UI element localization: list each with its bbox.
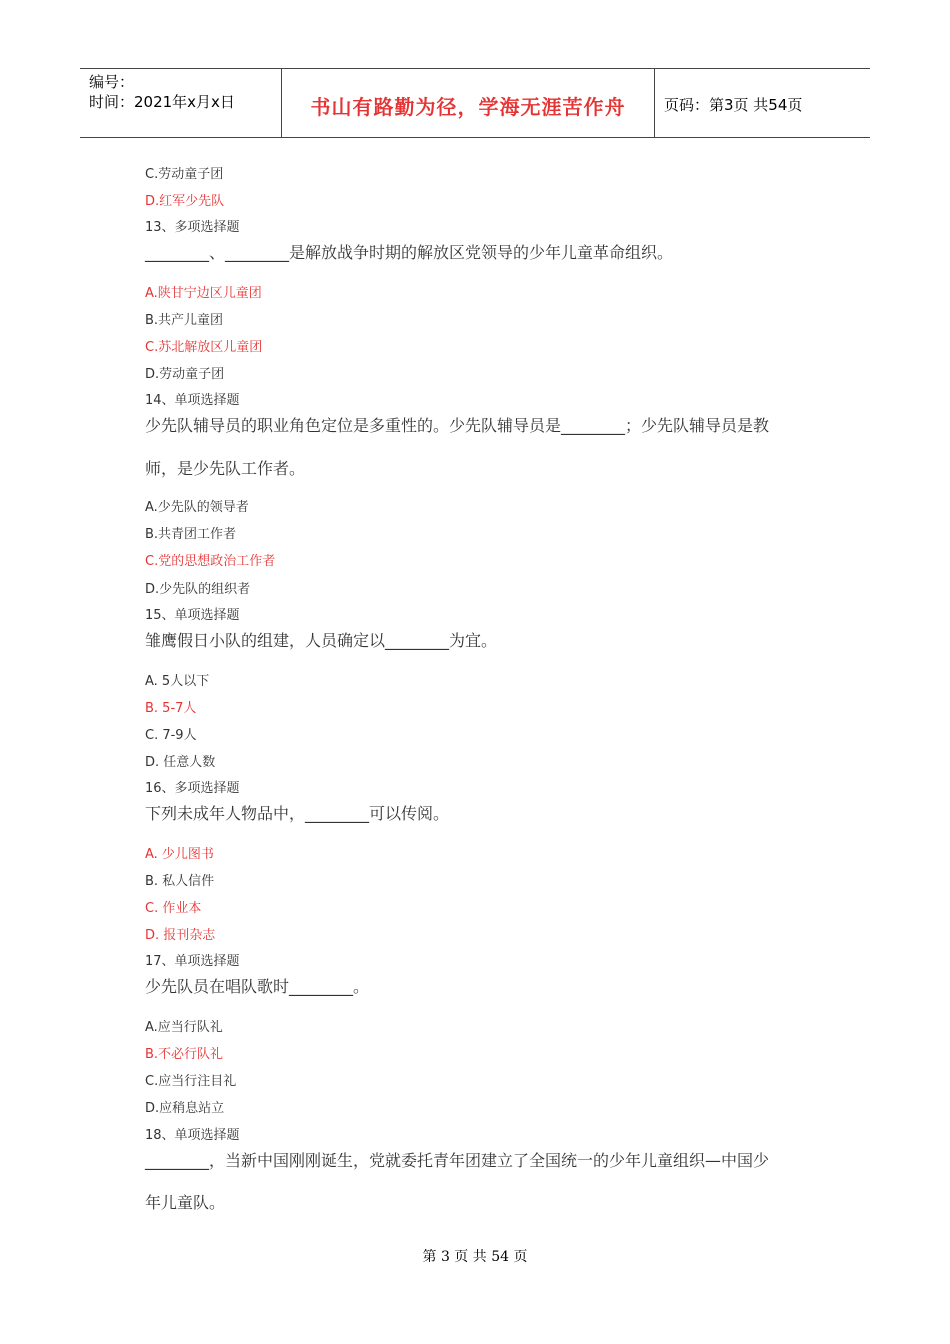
motto-text: 书山有路勤为径，学海无涯苦作舟 bbox=[310, 95, 626, 119]
option: D. 任意人数 bbox=[145, 755, 216, 770]
option: C.劳动童子团 bbox=[145, 167, 224, 182]
answer-option: B. 5-7人 bbox=[145, 701, 197, 716]
question-text: 少先队辅导员的职业角色定位是多重性的。少先队辅导员是________；少先队辅导员是教 bbox=[145, 416, 770, 435]
number-label: 编号： bbox=[89, 73, 135, 91]
answer-option: C. 作业本 bbox=[145, 901, 202, 916]
question-header: 15、单项选择题 bbox=[145, 608, 240, 623]
answer-option: B.不必行队礼 bbox=[145, 1047, 224, 1062]
option: C.应当行注目礼 bbox=[145, 1074, 237, 1089]
option: A.少先队的领导者 bbox=[145, 500, 249, 515]
question-text: 年儿童队。 bbox=[145, 1193, 226, 1212]
option: B.共青团工作者 bbox=[145, 527, 237, 542]
question-text: ________、________是解放战争时期的解放区党领导的少年儿童革命组织。 bbox=[145, 243, 674, 262]
page-header bbox=[80, 68, 870, 138]
question-header: 16、多项选择题 bbox=[145, 781, 240, 796]
question-text: ________，当新中国刚刚诞生，党就委托青年团建立了全国统一的少年儿童组织—中国少 bbox=[145, 1151, 770, 1170]
option: D.劳动童子团 bbox=[145, 367, 225, 382]
option: D.应稍息站立 bbox=[145, 1101, 225, 1116]
question-header: 17、单项选择题 bbox=[145, 954, 240, 969]
option: A.应当行队礼 bbox=[145, 1020, 223, 1035]
option: B.共产儿童团 bbox=[145, 313, 224, 328]
answer-option: D.红军少先队 bbox=[145, 194, 225, 209]
question-text: 师，是少先队工作者。 bbox=[145, 459, 306, 478]
option: D.少先队的组织者 bbox=[145, 582, 251, 597]
header-motto-cell bbox=[282, 69, 655, 137]
page-info: 页码：第3页 共54页 bbox=[664, 96, 803, 114]
question-text: 少先队员在唱队歌时________。 bbox=[145, 977, 370, 996]
answer-option: C.党的思想政治工作者 bbox=[145, 554, 276, 569]
question-header: 13、多项选择题 bbox=[145, 220, 240, 235]
question-text: 下列未成年人物品中，________可以传阅。 bbox=[145, 804, 450, 823]
question-header: 18、单项选择题 bbox=[145, 1128, 240, 1143]
answer-option: A.陕甘宁边区儿童团 bbox=[145, 286, 262, 301]
header-page-cell bbox=[655, 69, 870, 137]
header-meta-cell bbox=[80, 69, 282, 137]
option: C. 7-9人 bbox=[145, 728, 197, 743]
question-text: 雏鹰假日小队的组建，人员确定以________为宜。 bbox=[145, 631, 498, 650]
question-header: 14、单项选择题 bbox=[145, 393, 240, 408]
page-footer: 第 3 页 共 54 页 bbox=[422, 1249, 528, 1265]
answer-option: C.苏北解放区儿童团 bbox=[145, 340, 263, 355]
time-label: 时间：2021年x月x日 bbox=[89, 93, 235, 111]
answer-option: A. 少儿图书 bbox=[145, 847, 214, 862]
option: A. 5人以下 bbox=[145, 674, 210, 689]
option: B. 私人信件 bbox=[145, 874, 215, 889]
answer-option: D. 报刊杂志 bbox=[145, 928, 216, 943]
